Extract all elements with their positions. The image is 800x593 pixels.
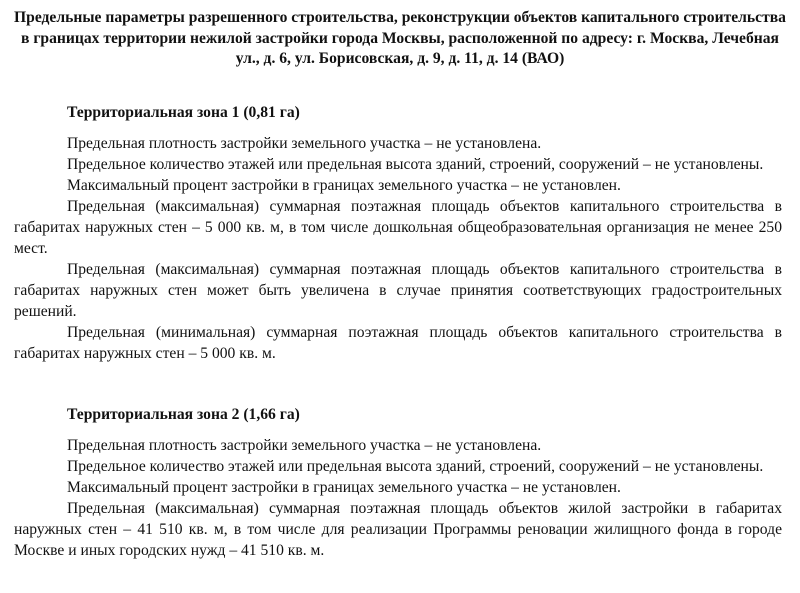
zone-1-body — [14, 133, 782, 364]
zone-2-paragraph: Максимальный процент застройки в границах земельного участка – не установлен. — [67, 479, 621, 496]
zone-2-paragraph: Предельная плотность застройки земельного участка – не установлена. — [67, 437, 542, 454]
zone-1-paragraph: Предельное количество этажей или предельная высота зданий, строений, сооружений – не установлены. — [67, 156, 764, 173]
zone-1-paragraph: Предельная (минимальная) суммарная поэтажная площадь объектов капитального строительства в габаритах наружных стен – 5 000 кв. м. — [14, 324, 782, 362]
zone-1-paragraph: Предельная (максимальная) суммарная поэтажная площадь объектов капитального строительства в габаритах наружных стен может быть увеличена в случае принятия соответствующих градостроительных решений. — [14, 261, 782, 320]
zone-1-paragraph: Предельная (максимальная) суммарная поэтажная площадь объектов капитального строительства в габаритах наружных стен – 5 000 кв. м, в том числе дошкольная общеобразовательная организация не менее 250 мест. — [14, 198, 782, 257]
zone-1-paragraph: Максимальный процент застройки в границах земельного участка – не установлен. — [67, 177, 621, 194]
zone-2-paragraph: Предельная (максимальная) суммарная поэтажная площадь объектов жилой застройки в габаритах наружных стен – 41 510 кв. м, в том числе для реализации Программы реновации жилищного фонда в городе Москве и иных городских нужд – 41 510 кв. м. — [14, 500, 782, 559]
zone-1-heading: Территориальная зона 1 (0,81 га) — [67, 104, 300, 121]
zone-2-paragraph: Предельное количество этажей или предельная высота зданий, строений, сооружений – не установлены. — [67, 458, 764, 475]
document-title: Предельные параметры разрешенного строительства, реконструкции объектов капитального строительства в границах территории нежилой застройки города Москвы, расположенной по адресу: г. Москва, Лечебная ул., д. 6, ул. Борисовская, д. 9, д. 11, д. 14 (ВАО) — [14, 9, 786, 67]
zone-1-paragraph: Предельная плотность застройки земельного участка – не установлена. — [67, 135, 542, 152]
zone-2-heading: Территориальная зона 2 (1,66 га) — [67, 406, 300, 423]
zone-2-body — [14, 435, 782, 561]
